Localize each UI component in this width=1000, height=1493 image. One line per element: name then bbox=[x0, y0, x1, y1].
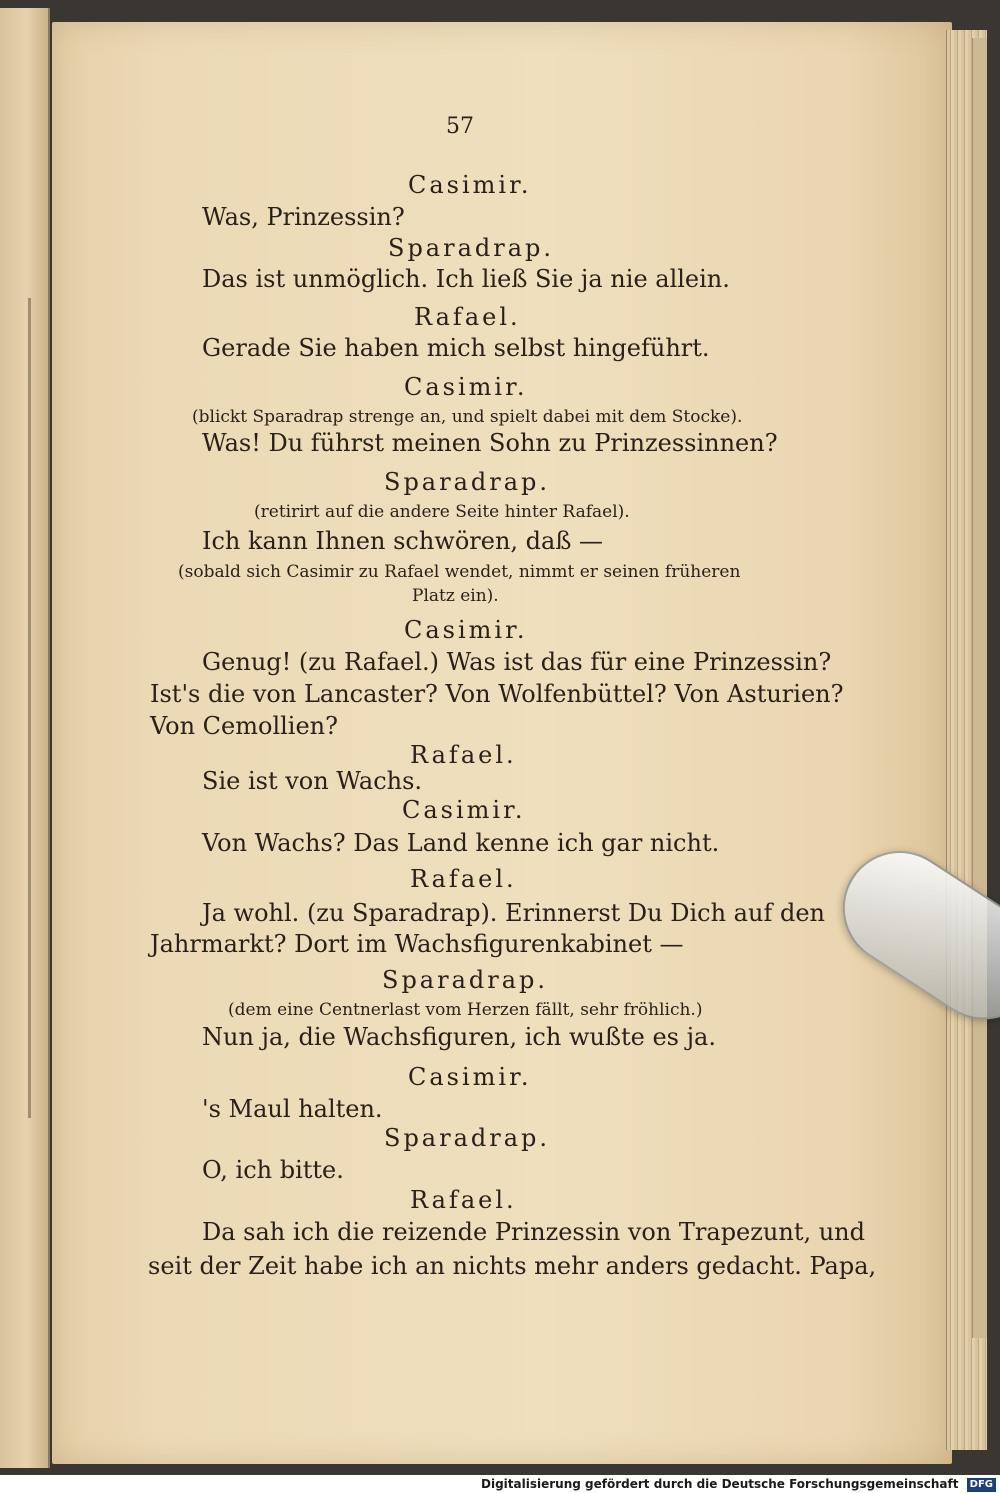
dialogue-line: Sie ist von Wachs. bbox=[202, 767, 423, 795]
dialogue-line: Das ist unmöglich. Ich ließ Sie ja nie allein. bbox=[202, 265, 730, 293]
dialogue-line: Genug! (zu Rafael.) Was ist das für eine Prinzessin? bbox=[202, 648, 832, 676]
speaker-name: Sparadrap. bbox=[384, 468, 551, 496]
dialogue-line: Von Cemollien? bbox=[150, 712, 338, 740]
dfg-logo: DFG bbox=[967, 1478, 996, 1492]
dialogue-line: Ja wohl. (zu Sparadrap). Erinnerst Du Dich auf den bbox=[202, 899, 825, 927]
speaker-name: Sparadrap. bbox=[382, 966, 549, 994]
dialogue-line: Von Wachs? Das Land kenne ich gar nicht. bbox=[202, 829, 720, 857]
speaker-name: Casimir. bbox=[408, 171, 532, 199]
page-number: 57 bbox=[446, 114, 474, 139]
speaker-name: Casimir. bbox=[408, 1063, 532, 1091]
stage-direction: (blickt Sparadrap strenge an, und spielt dabei mit dem Stocke). bbox=[192, 407, 743, 427]
speaker-name: Rafael. bbox=[410, 741, 517, 769]
dialogue-line: Gerade Sie haben mich selbst hingeführt. bbox=[202, 334, 710, 362]
dialogue-line: Was! Du führst meinen Sohn zu Prinzessinnen? bbox=[202, 429, 778, 457]
dialogue-line: Ist's die von Lancaster? Von Wolfenbüttel? Von Asturien? bbox=[150, 680, 844, 708]
dialogue-line: Nun ja, die Wachsfiguren, ich wußte es ja. bbox=[202, 1023, 716, 1051]
speaker-name: Sparadrap. bbox=[384, 1124, 551, 1152]
footer-credit: Digitalisierung gefördert durch die Deutsche Forschungsgemeinschaft bbox=[481, 1477, 959, 1491]
speaker-name: Casimir. bbox=[404, 373, 528, 401]
stage-direction: (dem eine Centnerlast vom Herzen fällt, sehr fröhlich.) bbox=[228, 1000, 703, 1020]
speaker-name: Rafael. bbox=[410, 1186, 517, 1214]
speaker-name: Rafael. bbox=[414, 303, 521, 331]
dialogue-line: Da sah ich die reizende Prinzessin von Trapezunt, und bbox=[202, 1218, 865, 1246]
stage-direction: (retirirt auf die andere Seite hinter Rafael). bbox=[254, 502, 630, 522]
digitization-footer bbox=[0, 1475, 1000, 1493]
dialogue-line: seit der Zeit habe ich an nichts mehr anders gedacht. Papa, bbox=[148, 1252, 877, 1280]
dialogue-line: 's Maul halten. bbox=[202, 1095, 383, 1123]
dialogue-line: Was, Prinzessin? bbox=[202, 203, 405, 231]
speaker-name: Casimir. bbox=[404, 616, 528, 644]
stage-direction: Platz ein). bbox=[412, 586, 499, 606]
speaker-name: Sparadrap. bbox=[388, 234, 555, 262]
dialogue-line: O, ich bitte. bbox=[202, 1156, 344, 1184]
dialogue-line: Ich kann Ihnen schwören, daß — bbox=[202, 527, 604, 555]
dialogue-line: Jahrmarkt? Dort im Wachsfigurenkabinet — bbox=[150, 930, 684, 958]
speaker-name: Casimir. bbox=[402, 796, 526, 824]
stage-direction: (sobald sich Casimir zu Rafael wendet, nimmt er seinen früheren bbox=[178, 562, 741, 582]
speaker-name: Rafael. bbox=[410, 865, 517, 893]
